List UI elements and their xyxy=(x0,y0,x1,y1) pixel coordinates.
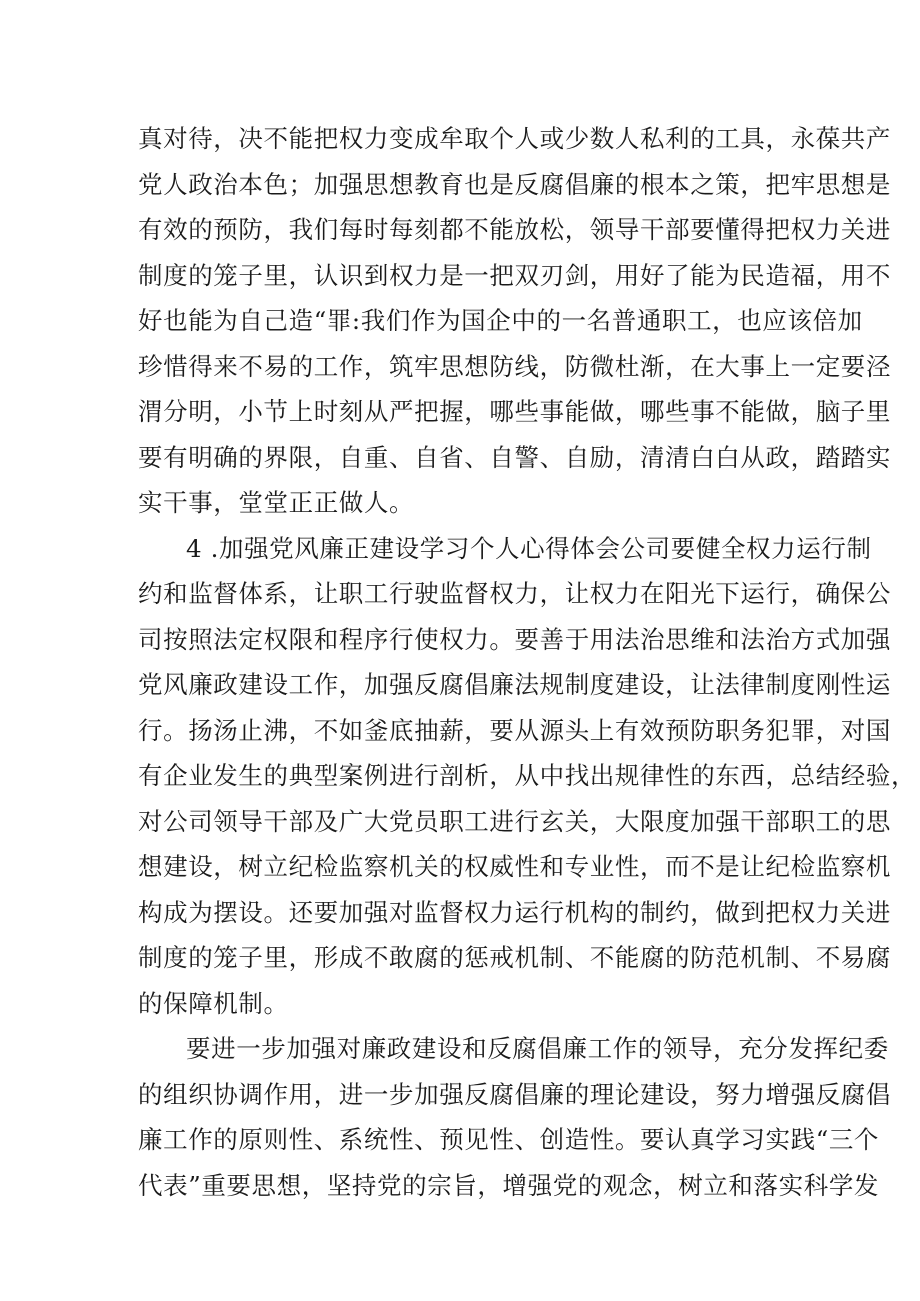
paragraph-line: 真对待，决不能把权力变成牟取个人或少数人私利的工具，永葆共产 xyxy=(138,124,891,153)
paragraph-line: 制度的笼子里，形成不敢腐的惩戒机制、不能腐的防范机制、不易腐 xyxy=(138,943,891,972)
paragraph-line: 代表”重要思想，坚持党的宗旨，增强党的观念，树立和落实科学发 xyxy=(138,1171,880,1200)
paragraph-line: 好也能为自己造“罪:我们作为国企中的一名普通职工，也应该倍加 xyxy=(138,306,863,335)
paragraph-line: 制度的笼子里，认识到权力是一把双刃剑，用好了能为民造福，用不 xyxy=(138,261,891,290)
paragraph-line: 的保障机制。 xyxy=(138,989,289,1018)
paragraph-line: 想建设，树立纪检监察机关的权威性和专业性，而不是让纪检监察机 xyxy=(138,852,891,881)
paragraph-line: 珍惜得来不易的工作，筑牢思想防线，防微杜渐，在大事上一定要泾 xyxy=(138,352,891,381)
paragraph-line: 实干事，堂堂正正做人。 xyxy=(138,488,415,517)
paragraph-line: 渭分明，小节上时刻从严把握，哪些事能做，哪些事不能做，脑子里 xyxy=(138,397,891,426)
paragraph-line: 约和监督体系，让职工行驶监督权力，让权力在阳光下运行，确保公 xyxy=(138,579,891,608)
paragraph-line: 司按照法定权限和程序行使权力。要善于用法治思维和法治方式加强 xyxy=(138,625,891,654)
paragraph-line: 要进一步加强对廉政建设和反腐倡廉工作的领导，充分发挥纪委 xyxy=(186,1034,889,1063)
paragraph-line: 要有明确的界限，自重、自省、自警、自励，清清白白从政，踏踏实 xyxy=(138,443,891,472)
paragraph-line: 党人政治本色；加强思想教育也是反腐倡廉的根本之策，把牢思想是 xyxy=(138,170,891,199)
paragraph-line: 党风廉政建设工作，加强反腐倡廉法规制度建设，让法律制度刚性运 xyxy=(138,670,891,699)
paragraph-line: 有企业发生的典型案例进行剖析，从中找出规律性的东西，总结经验， xyxy=(138,761,917,790)
paragraph-line: 有效的预防，我们每时每刻都不能放松，领导干部要懂得把权力关进 xyxy=(138,215,891,244)
paragraph-line: 的组织协调作用，进一步加强反腐倡廉的理论建设，努力增强反腐倡 xyxy=(138,1080,891,1109)
paragraph-line: 对公司领导干部及广大党员职工进行玄关，大限度加强干部职工的思 xyxy=(138,807,891,836)
paragraph-line: 廉工作的原则性、系统性、预见性、创造性。要认真学习实践“三个 xyxy=(138,1125,880,1154)
paragraph-line: 构成为摆设。还要加强对监督权力运行机构的制约，做到把权力关进 xyxy=(138,898,891,927)
paragraph-line: 行。扬汤止沸，不如釜底抽薪，要从源头上有效预防职务犯罪，对国 xyxy=(138,716,891,745)
paragraph-line: 4 .加强党风廉正建设学习个人心得体会公司要健全权力运行制 xyxy=(186,534,872,563)
